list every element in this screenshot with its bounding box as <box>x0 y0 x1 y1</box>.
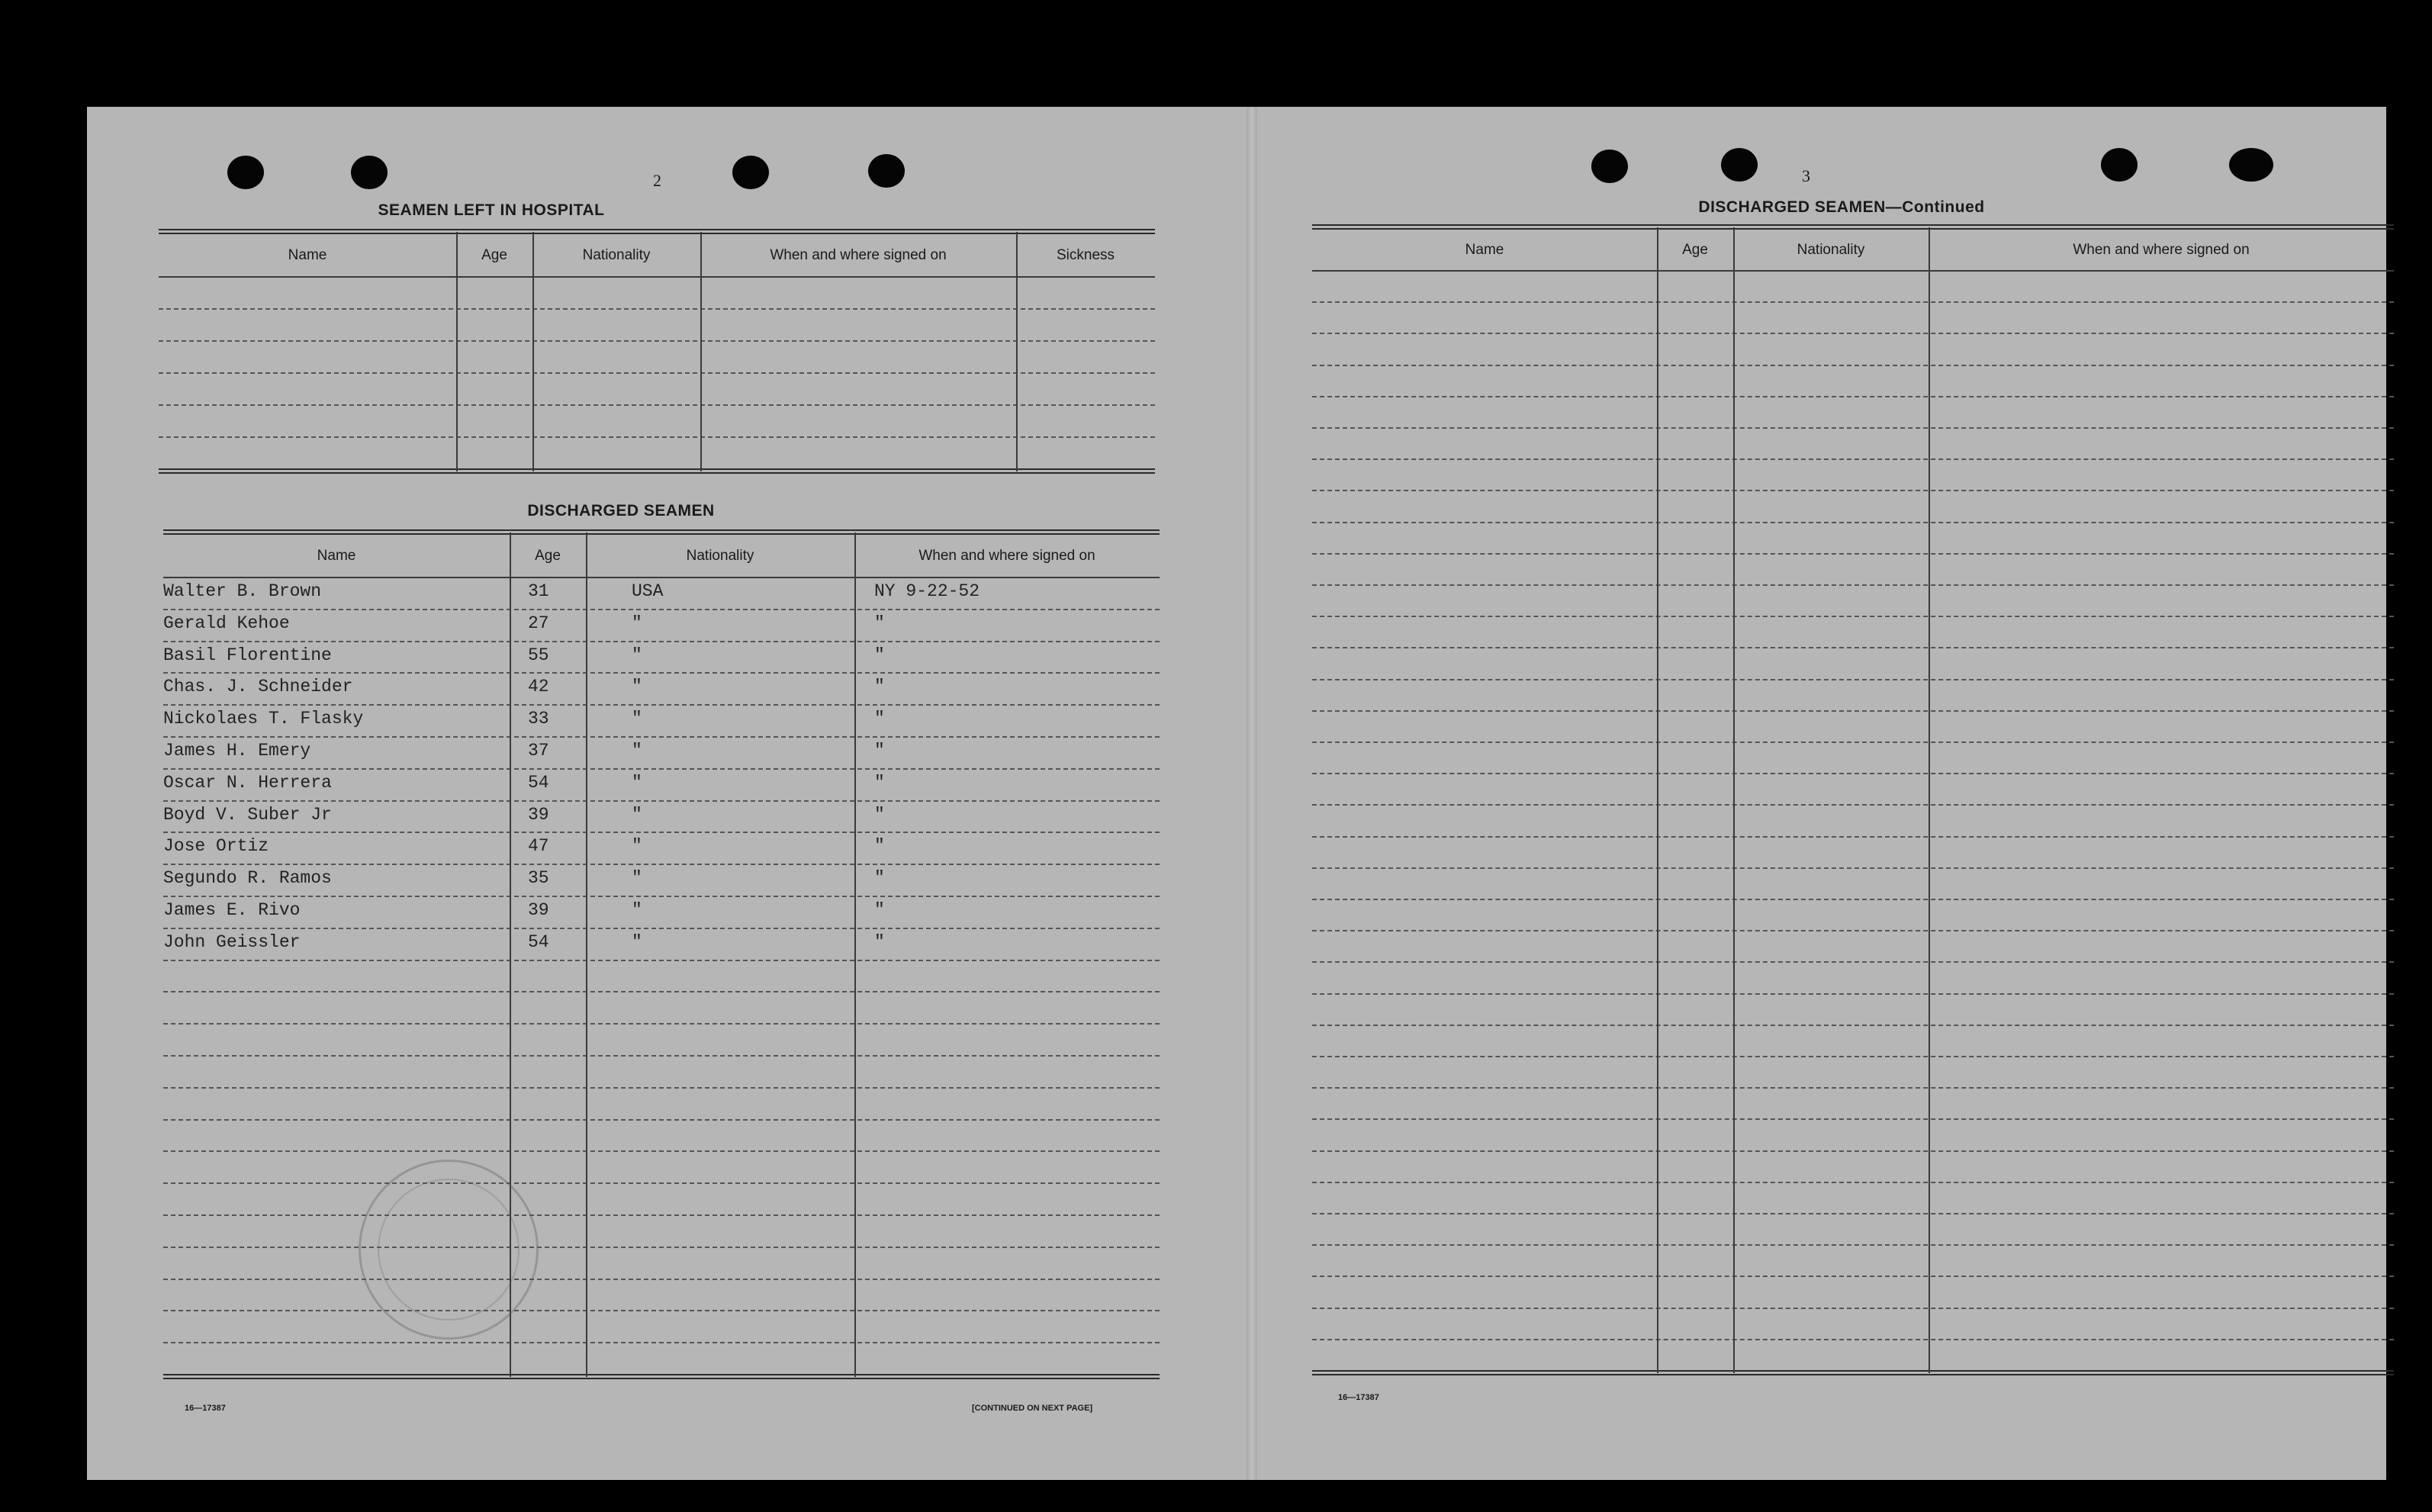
column-header: Age <box>481 247 507 263</box>
column-header: Nationality <box>582 247 651 263</box>
seaman-age: 42 <box>528 677 549 697</box>
row-rule <box>163 1119 1160 1121</box>
row-rule <box>159 436 1155 438</box>
row-rule <box>163 1182 1160 1184</box>
seaman-nationality: " <box>632 868 642 889</box>
header-rule <box>163 577 1160 578</box>
seaman-name: Gerald Kehoe <box>163 613 290 633</box>
row-rule <box>163 832 1160 833</box>
column-divider <box>1657 227 1658 1373</box>
table-bottom-rule <box>163 1374 1160 1375</box>
row-rule <box>1312 899 2394 900</box>
seaman-name: Walter B. Brown <box>163 581 322 601</box>
seaman-signed-on: " <box>874 772 885 793</box>
row-rule <box>1312 1308 2394 1309</box>
row-rule <box>1312 427 2394 429</box>
seaman-nationality: " <box>632 677 642 697</box>
row-rule <box>163 641 1160 642</box>
row-rule <box>1312 522 2394 523</box>
seal-stamp <box>359 1160 539 1340</box>
seaman-age: 37 <box>528 741 549 761</box>
punch-hole <box>732 156 769 189</box>
row-rule <box>163 1342 1160 1343</box>
row-rule <box>1312 396 2394 397</box>
row-rule <box>163 1055 1160 1057</box>
row-rule <box>163 800 1160 802</box>
hospital-section-title: SEAMEN LEFT IN HOSPITAL <box>378 201 605 219</box>
punch-hole <box>351 156 388 189</box>
seaman-nationality: " <box>632 931 642 952</box>
form-number-right: 16—17387 <box>1338 1393 1379 1402</box>
seaman-name: Nickolaes T. Flasky <box>163 709 364 729</box>
seaman-age: 54 <box>528 931 549 952</box>
page-number-right: 3 <box>1802 166 1810 185</box>
column-header: When and where signed on <box>918 548 1095 564</box>
discharged-continued-title <box>1575 198 2109 217</box>
row-rule <box>1312 647 2394 648</box>
table-bottom-rule <box>159 468 1155 470</box>
seaman-age: 54 <box>528 772 549 793</box>
row-rule <box>1312 1150 2394 1152</box>
page-number-left: 2 <box>653 171 661 190</box>
seaman-nationality: " <box>632 741 642 761</box>
row-rule <box>1312 365 2394 366</box>
punch-hole <box>1591 150 1628 183</box>
continued-table <box>1312 224 2394 1491</box>
punch-hole <box>868 154 905 188</box>
column-header: Sickness <box>1056 247 1115 263</box>
row-rule <box>163 736 1160 738</box>
seaman-signed-on: " <box>874 645 885 665</box>
row-rule <box>1312 773 2394 774</box>
seaman-name: Chas. J. Schneider <box>163 677 353 697</box>
row-rule <box>1312 1339 2394 1340</box>
row-rule <box>163 960 1160 961</box>
row-rule <box>163 1023 1160 1025</box>
column-header: Nationality <box>686 548 754 564</box>
row-rule <box>1312 458 2394 460</box>
table-bottom-rule <box>1312 1370 2394 1372</box>
row-rule <box>159 340 1155 342</box>
seaman-signed-on: NY 9-22-52 <box>874 581 980 601</box>
seaman-signed-on: " <box>874 613 885 633</box>
seaman-nationality: " <box>632 613 642 633</box>
row-rule <box>1312 961 2394 963</box>
punch-hole <box>227 156 264 189</box>
row-rule <box>163 1150 1160 1152</box>
row-rule <box>1312 490 2394 491</box>
column-header: Nationality <box>1797 242 1865 258</box>
seaman-age: 27 <box>528 613 549 633</box>
column-divider <box>700 232 702 471</box>
column-header: When and where signed on <box>770 247 947 263</box>
row-rule <box>1312 1025 2394 1026</box>
column-header: Name <box>1465 242 1504 258</box>
seaman-signed-on: " <box>874 868 885 889</box>
seaman-nationality: " <box>632 709 642 729</box>
discharged-table <box>163 529 1160 1338</box>
column-header: Age <box>1682 242 1708 258</box>
row-rule <box>163 1087 1160 1089</box>
seaman-name: Oscar N. Herrera <box>163 772 332 793</box>
seaman-nationality: " <box>632 804 642 825</box>
column-divider <box>1733 227 1735 1373</box>
row-rule <box>159 404 1155 406</box>
row-rule <box>163 1214 1160 1216</box>
seaman-name: James H. Emery <box>163 741 311 761</box>
seaman-nationality: " <box>632 836 642 857</box>
seaman-signed-on: " <box>874 677 885 697</box>
row-rule <box>1312 1244 2394 1246</box>
row-rule <box>1312 930 2394 931</box>
row-rule <box>1312 1213 2394 1214</box>
row-rule <box>159 372 1155 374</box>
row-rule <box>1312 993 2394 995</box>
seaman-signed-on: " <box>874 836 885 857</box>
seaman-signed-on: " <box>874 709 885 729</box>
row-rule <box>1312 679 2394 680</box>
seaman-signed-on: " <box>874 804 885 825</box>
seaman-age: 47 <box>528 836 549 857</box>
seaman-nationality: USA <box>632 581 664 601</box>
row-rule <box>1312 804 2394 806</box>
seaman-signed-on: " <box>874 900 885 920</box>
row-rule <box>163 991 1160 992</box>
page-fold <box>1247 107 1257 1480</box>
row-rule <box>1312 742 2394 743</box>
seaman-name: John Geissler <box>163 931 301 952</box>
column-divider <box>456 232 458 471</box>
table-top-rule <box>159 229 1155 230</box>
column-header: Name <box>317 548 356 564</box>
column-header: Age <box>535 548 561 564</box>
column-divider <box>586 532 587 1377</box>
seaman-name: Jose Ortiz <box>163 836 269 857</box>
seaman-name: Segundo R. Ramos <box>163 868 332 889</box>
row-rule <box>1312 1118 2394 1120</box>
punch-hole <box>2229 148 2273 182</box>
column-divider <box>1016 232 1018 471</box>
row-rule <box>1312 333 2394 334</box>
seaman-nationality: " <box>632 772 642 793</box>
continued-suffix: —Continued <box>1885 198 1985 216</box>
seaman-signed-on: " <box>874 741 885 761</box>
punch-hole <box>2101 148 2138 182</box>
column-header: When and where signed on <box>2073 242 2250 258</box>
row-rule <box>163 609 1160 610</box>
row-rule <box>163 864 1160 865</box>
row-rule <box>1312 836 2394 838</box>
row-rule <box>163 672 1160 674</box>
seaman-age: 35 <box>528 868 549 889</box>
seaman-age: 55 <box>528 645 549 665</box>
row-rule <box>1312 710 2394 712</box>
row-rule <box>1312 867 2394 869</box>
seaman-nationality: " <box>632 900 642 920</box>
row-rule <box>1312 616 2394 617</box>
row-rule <box>163 768 1160 770</box>
row-rule <box>1312 584 2394 586</box>
seaman-age: 31 <box>528 581 549 601</box>
document-sheet <box>87 107 2386 1480</box>
row-rule <box>163 1310 1160 1311</box>
header-rule <box>159 276 1155 278</box>
row-rule <box>1312 1182 2394 1183</box>
discharged-continued-title-main: DISCHARGED SEAMEN <box>1698 198 1886 216</box>
discharged-section-title: DISCHARGED SEAMEN <box>527 502 715 520</box>
seaman-age: 39 <box>528 900 549 920</box>
seaman-age: 33 <box>528 709 549 729</box>
table-top-rule <box>163 529 1160 531</box>
seaman-name: Basil Florentine <box>163 645 332 665</box>
row-rule <box>1312 553 2394 555</box>
row-rule <box>1312 1087 2394 1089</box>
form-number-left: 16—17387 <box>185 1404 226 1413</box>
row-rule <box>163 1279 1160 1280</box>
row-rule <box>1312 301 2394 303</box>
row-rule <box>159 308 1155 310</box>
column-divider <box>532 232 534 471</box>
column-header: Name <box>288 247 327 263</box>
table-top-rule <box>1312 224 2394 226</box>
row-rule <box>1312 1276 2394 1277</box>
punch-hole <box>1721 148 1758 182</box>
seaman-signed-on: " <box>874 931 885 952</box>
column-divider <box>854 532 856 1377</box>
row-rule <box>163 704 1160 706</box>
seaman-name: Boyd V. Suber Jr <box>163 804 332 825</box>
row-rule <box>163 928 1160 929</box>
column-divider <box>1929 227 1930 1373</box>
row-rule <box>163 896 1160 897</box>
seaman-age: 39 <box>528 804 549 825</box>
continued-note: [CONTINUED ON NEXT PAGE] <box>972 1404 1093 1413</box>
row-rule <box>1312 1056 2394 1057</box>
header-rule <box>1312 270 2394 272</box>
row-rule <box>163 1247 1160 1248</box>
seaman-nationality: " <box>632 645 642 665</box>
seaman-name: James E. Rivo <box>163 900 301 920</box>
